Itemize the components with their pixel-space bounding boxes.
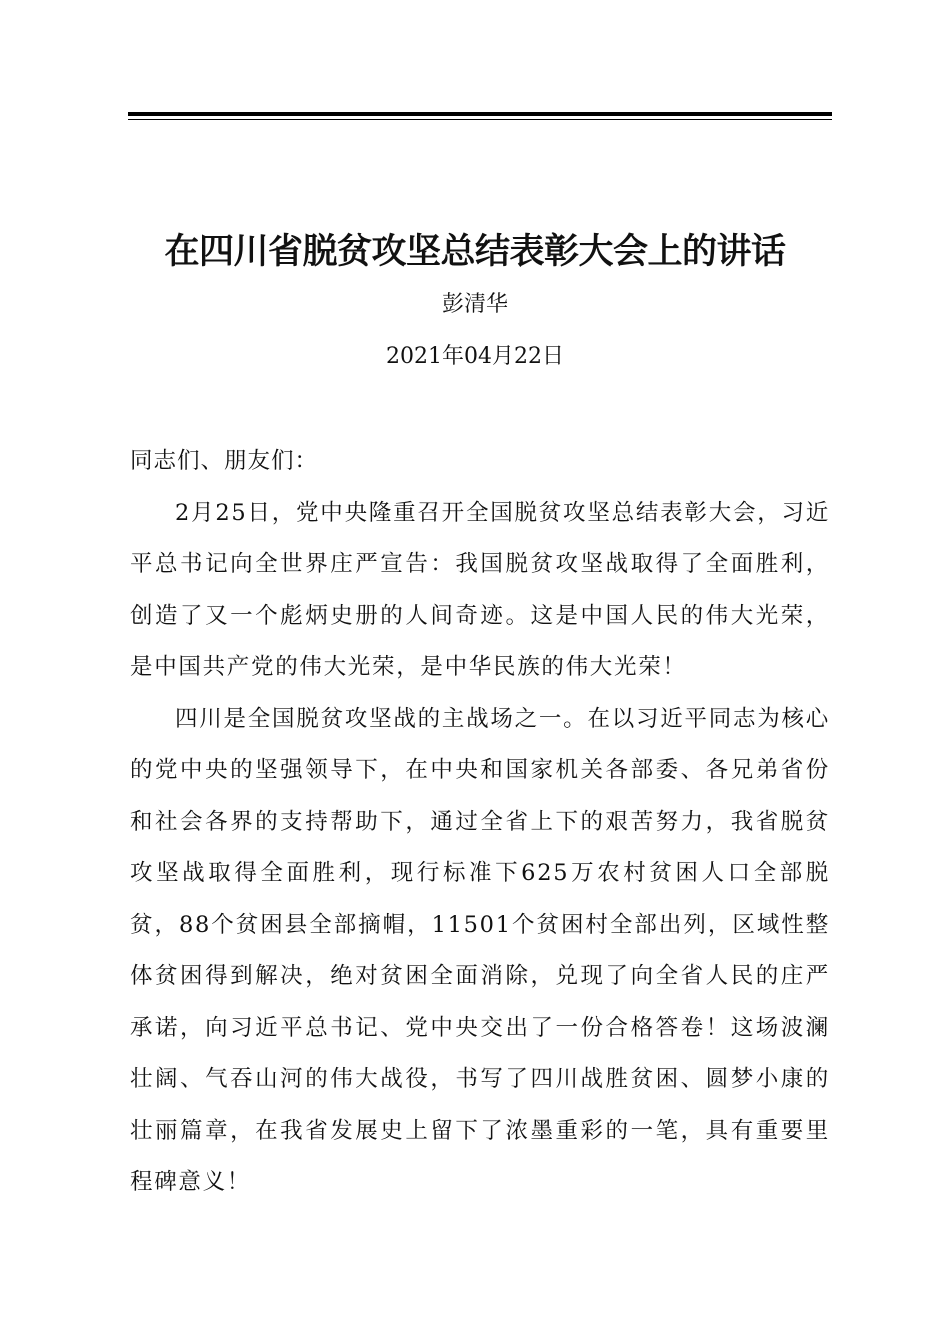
- header-rule-thick: [128, 112, 832, 116]
- document-title: 在四川省脱贫攻坚总结表彰大会上的讲话: [164, 232, 786, 272]
- paragraph-1: 2月25日，党中央隆重召开全国脱贫攻坚总结表彰大会，习近平总书记向全世界庄严宣告：我国脱贫攻坚战取得了全面胜利，创造了又一个彪炳史册的人间奇迹。这是中国人民的伟大光荣，是中国共产党的伟大光荣，是中华民族的伟大光荣！: [130, 499, 830, 680]
- document-author: 彭清华: [441, 292, 508, 317]
- greeting: 同志们、朋友们：: [130, 448, 319, 474]
- header-rule-thin: [128, 119, 832, 120]
- paragraph-2: 四川是全国脱贫攻坚战的主战场之一。在以习近平同志为核心的党中央的坚强领导下，在中央和国家机关各部委、各兄弟省份和社会各界的支持帮助下，通过全省上下的艰苦努力，我省脱贫攻坚战取得全面胜利，现行标准下625万农村贫困人口全部脱贫，88个贫困县全部摘帽，11501个贫困村全部出列，区域性整体贫困得到解决，绝对贫困全面消除，兑现了向全省人民的庄严承诺，向习近平总书记、党中央交出了一份合格答卷！这场波澜壮阔、气吞山河的伟大战役，书写了四川战胜贫困、圆梦小康的壮丽篇章，在我省发展史上留下了浓墨重彩的一笔，具有重要里程碑意义！: [130, 705, 830, 1195]
- document-date: 2021年04月22日: [386, 344, 564, 369]
- document-body: [130, 436, 830, 1209]
